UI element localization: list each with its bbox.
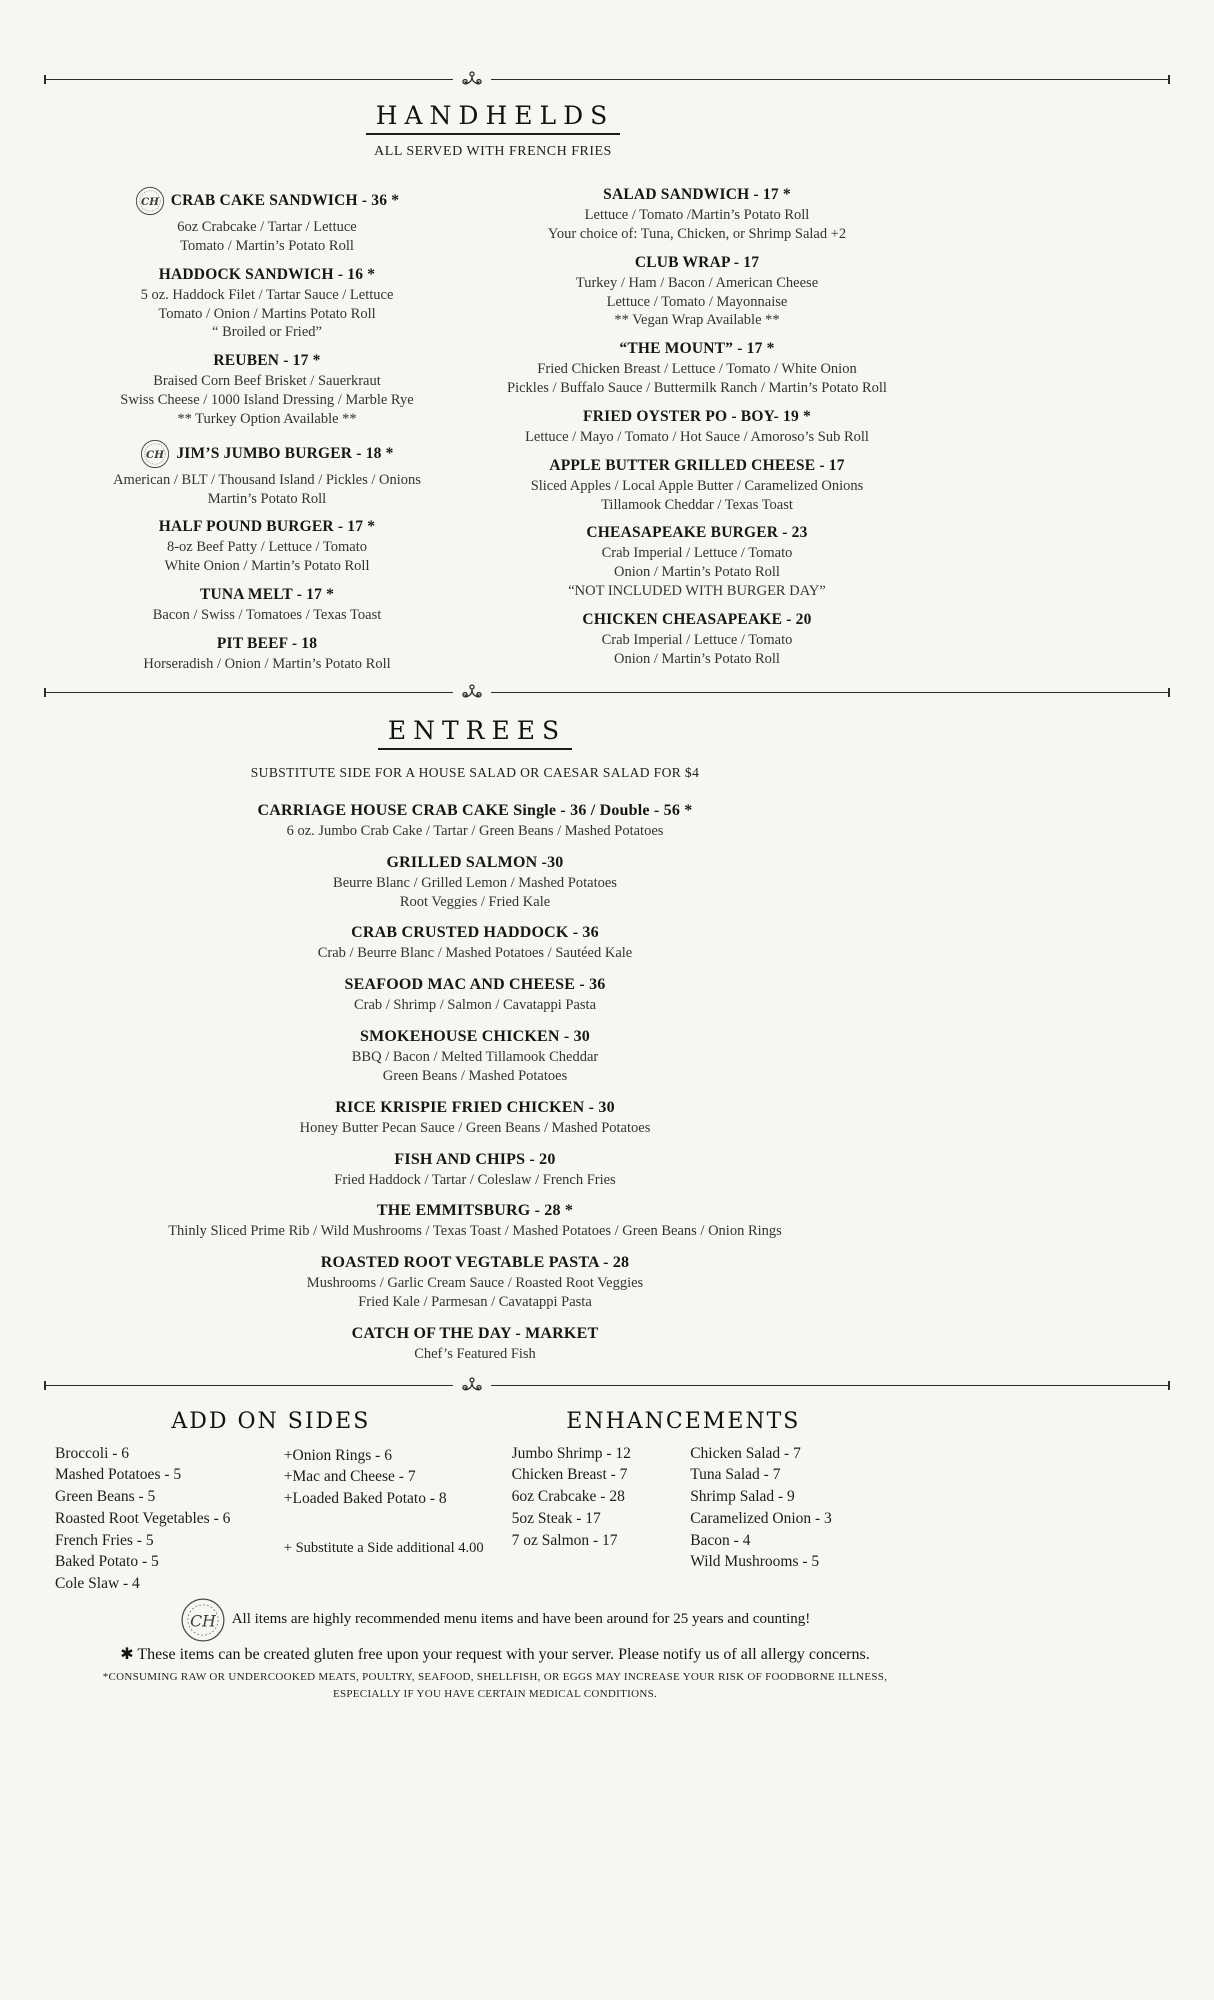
menu-item-name: RICE KRISPIE FRIED CHICKEN - 30 xyxy=(335,1098,615,1116)
menu-item-description xyxy=(53,1048,897,1086)
menu-item-title-row xyxy=(52,186,482,216)
divider-line xyxy=(46,692,453,693)
menu-item xyxy=(482,524,912,601)
menu-item-title-row xyxy=(53,802,897,820)
menu-item xyxy=(482,186,912,244)
menu-item-name: CHEASAPEAKE BURGER - 23 xyxy=(586,524,808,542)
menu-item-name: THE EMMITSBURG - 28 * xyxy=(376,1202,574,1220)
svg-text:CH: CH xyxy=(189,1610,216,1630)
menu-item xyxy=(482,611,912,669)
menu-item-description-line: Sliced Apples / Local Apple Butter / Caramelized Onions xyxy=(530,477,864,494)
menu-item-description-line: Crab Imperial / Lettuce / Tomato xyxy=(601,631,793,648)
menu-item-description-line: Lettuce / Tomato /Martin’s Potato Roll xyxy=(584,207,810,223)
menu-item-name: JIM’S JUMBO BURGER - 18 * xyxy=(176,444,394,462)
menu-item-description-line: Chef’s Featured Fish xyxy=(414,1345,536,1362)
divider-ornament-icon xyxy=(460,1377,484,1394)
section-divider xyxy=(44,1377,1170,1395)
menu-item-description-line: Onion / Martin’s Potato Roll xyxy=(614,564,780,581)
menu-item-name: PIT BEEF - 18 xyxy=(216,634,318,652)
menu-item-description xyxy=(52,538,482,576)
menu-item xyxy=(52,635,482,674)
side-item: +Loaded Baked Potato - 8 xyxy=(283,1490,447,1508)
side-item: Broccoli - 6 xyxy=(55,1444,130,1462)
menu-item-title-row xyxy=(53,1028,897,1046)
divider-line xyxy=(46,79,453,80)
section-enhancements xyxy=(512,1409,855,1595)
side-item: Roasted Root Vegetables - 6 xyxy=(55,1509,231,1527)
menu-item-description xyxy=(482,428,912,447)
menu-item-description-line: Braised Corn Beef Brisket / Sauerkraut xyxy=(153,373,381,390)
menu-item-title-row xyxy=(482,457,912,475)
substitute-side-note: + Substitute a Side additional 4.00 xyxy=(283,1539,484,1556)
enhancement-item: 5oz Steak - 17 xyxy=(511,1509,601,1527)
menu-item-name: SEAFOOD MAC AND CHEESE - 36 xyxy=(344,976,606,994)
menu-item-description-line: Tomato / Martin’s Potato Roll xyxy=(180,237,354,254)
menu-item-name: REUBEN - 17 * xyxy=(213,352,321,370)
carriage-house-logo-icon xyxy=(180,1597,226,1643)
menu-item-description-line: American / BLT / Thousand Island / Pickles / Onions xyxy=(113,471,421,488)
menu-item-title-row xyxy=(482,611,912,629)
menu-item-name: CRAB CRUSTED HADDOCK - 36 xyxy=(351,924,599,942)
menu-item xyxy=(482,408,912,447)
handhelds-title: HANDHELDS xyxy=(366,101,621,135)
menu-item-description-line: Martin’s Potato Roll xyxy=(207,490,327,507)
menu-item-description-line: Horseradish / Onion / Martin’s Potato Roll xyxy=(143,655,391,672)
footer xyxy=(45,1597,945,1703)
menu-item xyxy=(482,457,912,515)
handhelds-right-column xyxy=(482,186,912,684)
menu-item-name: FISH AND CHIPS - 20 xyxy=(394,1150,556,1168)
menu-item xyxy=(53,976,897,1015)
menu-item-name: CARRIAGE HOUSE CRAB CAKE Single - 36 / Double - 56 * xyxy=(257,801,693,819)
menu-item xyxy=(482,254,912,331)
menu-item-description-line: Fried Kale / Parmesan / Cavatappi Pasta xyxy=(358,1294,592,1311)
menu-item-title-row xyxy=(53,1202,897,1220)
menu-item-name: HADDOCK SANDWICH - 16 * xyxy=(158,265,376,283)
menu-item-title-row xyxy=(482,254,912,272)
menu-item-title-row xyxy=(52,352,482,370)
menu-item-description xyxy=(482,206,912,244)
menu-item-description xyxy=(53,822,897,841)
menu-item-name: HALF POUND BURGER - 17 * xyxy=(158,518,376,536)
divider-ornament-icon xyxy=(460,684,484,701)
menu-item-description xyxy=(53,1274,897,1312)
side-item: +Mac and Cheese - 7 xyxy=(283,1468,416,1486)
menu-item-title-row xyxy=(482,186,912,204)
menu-item-title-row xyxy=(52,266,482,284)
menu-item xyxy=(482,340,912,398)
menu-item-description xyxy=(482,477,912,515)
menu-item-description xyxy=(53,1345,897,1364)
menu-item-name: CLUB WRAP - 17 xyxy=(634,253,760,271)
bottom-sections xyxy=(55,1409,855,1595)
section-divider xyxy=(44,70,1170,88)
menu-item-description-line: Pickles / Buffalo Sauce / Buttermilk Ranch / Martin’s Potato Roll xyxy=(507,380,887,397)
menu-item-name: SMOKEHOUSE CHICKEN - 30 xyxy=(360,1028,590,1046)
menu-item xyxy=(52,518,482,576)
enhancement-item: Chicken Breast - 7 xyxy=(511,1466,628,1484)
menu-item-name: CRAB CAKE SANDWICH - 36 * xyxy=(170,192,400,209)
menu-item xyxy=(52,586,482,625)
menu-item-description xyxy=(52,372,482,429)
consumer-advisory-line-1: *CONSUMING RAW OR UNDERCOOKED MEATS, POULTRY, SEAFOOD, SHELLFISH, OR EGGS MAY INCREASE YOUR RISK OF FOODBORNE ILLNESS, xyxy=(102,1670,888,1683)
menu-item-title-row xyxy=(482,408,912,426)
menu-item-title-row xyxy=(53,1099,897,1117)
menu-item xyxy=(52,186,482,256)
menu-item-description-line: Green Beans / Mashed Potatoes xyxy=(382,1067,568,1084)
menu-item-name: ROASTED ROOT VEGTABLE PASTA - 28 xyxy=(320,1254,630,1272)
gluten-free-note: ✱ These items can be created gluten free upon your request with your server. Please notify us of all allergy concerns. xyxy=(120,1645,870,1663)
enhancements-column-2 xyxy=(690,1443,855,1573)
menu-item-description xyxy=(53,944,897,963)
top-margin xyxy=(0,0,1214,70)
divider-endcap xyxy=(1168,75,1170,84)
menu-item-description xyxy=(52,218,482,256)
side-item: Baked Potato - 5 xyxy=(55,1553,159,1571)
divider-endcap xyxy=(1168,1381,1170,1390)
enhancements-column-1 xyxy=(512,1443,691,1573)
menu-item-title-row xyxy=(482,340,912,358)
menu-item-description-line: Lettuce / Mayo / Tomato / Hot Sauce / Amoroso’s Sub Roll xyxy=(525,428,869,445)
side-item: French Fries - 5 xyxy=(55,1531,154,1549)
divider-line xyxy=(491,79,1169,80)
menu-item-description-line: ** Turkey Option Available ** xyxy=(177,410,357,427)
menu-item-title-row xyxy=(52,439,482,469)
footer-recommendation-text: All items are highly recommended menu items and have been around for 25 years and counting! xyxy=(231,1611,811,1628)
menu-item xyxy=(53,1325,897,1364)
divider-line xyxy=(46,1385,453,1386)
menu-item-description xyxy=(482,360,912,398)
entrees-title: ENTREES xyxy=(378,716,572,750)
menu-item-name: CATCH OF THE DAY - MARKET xyxy=(351,1324,599,1342)
menu-item-title-row xyxy=(52,586,482,604)
enhancement-item: 6oz Crabcake - 28 xyxy=(511,1488,625,1506)
menu-item-description-line: Lettuce / Tomato / Mayonnaise xyxy=(606,293,788,310)
sides-column-1 xyxy=(55,1443,284,1595)
entrees-list xyxy=(53,802,897,1364)
menu-item xyxy=(53,854,897,912)
menu-item-title-row xyxy=(53,854,897,872)
menu-item-description xyxy=(482,631,912,669)
menu-item-description-line: 6 oz. Jumbo Crab Cake / Tartar / Green Beans / Mashed Potatoes xyxy=(286,822,664,839)
svg-text:CH: CH xyxy=(146,448,165,461)
divider-line xyxy=(491,1385,1169,1386)
entrees-subtitle: SUBSTITUTE SIDE FOR A HOUSE SALAD OR CAESAR SALAD FOR $4 xyxy=(250,764,700,780)
sides-premium-list xyxy=(284,1445,487,1510)
enhancement-item: Tuna Salad - 7 xyxy=(690,1466,781,1484)
menu-item-name: CHICKEN CHEASAPEAKE - 20 xyxy=(582,610,812,628)
menu-item-name: SALAD SANDWICH - 17 * xyxy=(603,186,791,203)
menu-item xyxy=(53,1202,897,1241)
menu-item-description-line: Onion / Martin’s Potato Roll xyxy=(614,650,780,667)
menu-item xyxy=(53,1028,897,1086)
menu-item xyxy=(52,266,482,343)
menu-item xyxy=(52,352,482,429)
enhancements-title: ENHANCEMENTS xyxy=(566,1408,801,1434)
menu-item-description xyxy=(53,996,897,1015)
menu-item-description-line: Root Veggies / Fried Kale xyxy=(399,893,551,910)
divider-ornament-icon xyxy=(460,71,484,88)
consumer-advisory xyxy=(45,1669,945,1703)
menu-item-description-line: Honey Butter Pecan Sauce / Green Beans / Mashed Potatoes xyxy=(299,1119,651,1136)
menu-item-description-line: Bacon / Swiss / Tomatoes / Texas Toast xyxy=(152,607,382,624)
menu-item-description-line: Fried Chicken Breast / Lettuce / Tomato / White Onion xyxy=(537,361,857,378)
menu-item-description-line: ** Vegan Wrap Available ** xyxy=(614,312,780,329)
carriage-house-logo-icon xyxy=(135,186,165,216)
side-item: Mashed Potatoes - 5 xyxy=(55,1466,182,1484)
side-item: Cole Slaw - 4 xyxy=(55,1574,140,1592)
menu-item-title-row xyxy=(53,1325,897,1343)
menu-item-description xyxy=(52,286,482,343)
section-add-on-sides xyxy=(55,1409,487,1595)
enhancement-item: 7 oz Salmon - 17 xyxy=(511,1531,618,1549)
menu-item-title-row xyxy=(53,976,897,994)
menu-item-name: APPLE BUTTER GRILLED CHEESE - 17 xyxy=(549,456,845,474)
menu-item-description-line: Crab / Beurre Blanc / Mashed Potatoes / Sautéed Kale xyxy=(317,945,633,962)
menu-item-description xyxy=(52,655,482,674)
menu-item-description xyxy=(53,1119,897,1138)
menu-item xyxy=(53,802,897,841)
footer-recommendation-row xyxy=(45,1597,945,1643)
menu-item-description xyxy=(482,274,912,331)
section-entrees xyxy=(53,716,897,1364)
handhelds-columns xyxy=(52,186,912,684)
side-item: +Onion Rings - 6 xyxy=(283,1446,392,1464)
handhelds-subtitle: ALL SERVED WITH FRENCH FRIES xyxy=(374,144,612,159)
enhancement-item: Bacon - 4 xyxy=(690,1531,751,1549)
menu-item-description xyxy=(482,544,912,601)
menu-item xyxy=(53,1099,897,1138)
enhancement-item: Caramelized Onion - 3 xyxy=(690,1509,832,1527)
menu-item-title-row xyxy=(52,518,482,536)
menu-item-description-line: Your choice of: Tuna, Chicken, or Shrimp Salad +2 xyxy=(547,225,847,242)
menu-item-title-row xyxy=(53,1151,897,1169)
divider-endcap xyxy=(1168,688,1170,697)
section-handhelds xyxy=(0,101,1214,684)
menu-item xyxy=(52,439,482,509)
divider-line xyxy=(491,692,1169,693)
menu-item-name: GRILLED SALMON -30 xyxy=(386,853,564,871)
menu-item xyxy=(53,1151,897,1190)
menu-item-name: “THE MOUNT” - 17 * xyxy=(619,340,775,358)
menu-item-title-row xyxy=(53,1254,897,1272)
carriage-house-logo-icon xyxy=(140,439,170,469)
menu-item-description-line: Beurre Blanc / Grilled Lemon / Mashed Potatoes xyxy=(333,874,617,891)
menu-item-description xyxy=(52,471,482,509)
menu-item-description-line: Fried Haddock / Tartar / Coleslaw / French Fries xyxy=(334,1171,616,1188)
menu-item-description-line: BBQ / Bacon / Melted Tillamook Cheddar xyxy=(351,1049,599,1066)
menu-item-description xyxy=(53,874,897,912)
menu-item-description xyxy=(52,606,482,625)
menu-item-description-line: Swiss Cheese / 1000 Island Dressing / Marble Rye xyxy=(120,392,414,409)
section-divider xyxy=(44,684,1170,702)
menu-item-name: TUNA MELT - 17 * xyxy=(199,586,335,604)
menu-item-description-line: Turkey / Ham / Bacon / American Cheese xyxy=(575,274,819,291)
handhelds-left-column xyxy=(52,186,482,684)
sides-column-2 xyxy=(284,1443,487,1595)
menu-item-description-line: 8-oz Beef Patty / Lettuce / Tomato xyxy=(166,539,368,556)
enhancement-item: Chicken Salad - 7 xyxy=(690,1444,801,1462)
menu-item-name: FRIED OYSTER PO - BOY- 19 * xyxy=(583,407,811,425)
menu-item-description-line: Crab / Shrimp / Salmon / Cavatappi Pasta xyxy=(353,997,597,1014)
menu-item-description-line: White Onion / Martin’s Potato Roll xyxy=(164,558,370,575)
menu-item-title-row xyxy=(53,924,897,942)
menu-item-description-line: Tillamook Cheddar / Texas Toast xyxy=(601,496,793,513)
enhancement-item: Shrimp Salad - 9 xyxy=(690,1488,795,1506)
menu-item-description-line: 5 oz. Haddock Filet / Tartar Sauce / Lettuce xyxy=(140,286,394,303)
menu-item-description-line: Thinly Sliced Prime Rib / Wild Mushrooms / Texas Toast / Mashed Potatoes / Green Beans / Onion Rings xyxy=(168,1223,782,1240)
side-item: Green Beans - 5 xyxy=(55,1488,156,1506)
consumer-advisory-line-2: ESPECIALLY IF YOU HAVE CERTAIN MEDICAL CONDITIONS. xyxy=(332,1687,658,1700)
enhancement-item: Wild Mushrooms - 5 xyxy=(690,1553,820,1571)
menu-item-description-line: “ Broiled or Fried” xyxy=(212,324,322,341)
menu-item-description xyxy=(53,1222,897,1241)
menu-item-description-line: 6oz Crabcake / Tartar / Lettuce xyxy=(177,219,357,235)
menu-item xyxy=(53,924,897,963)
svg-text:CH: CH xyxy=(140,196,159,209)
menu-item-title-row xyxy=(482,524,912,542)
menu-item-description-line: Tomato / Onion / Martins Potato Roll xyxy=(158,305,376,322)
menu-item-description-line: Crab Imperial / Lettuce / Tomato xyxy=(601,545,793,562)
menu-item-description xyxy=(53,1171,897,1190)
enhancement-item: Jumbo Shrimp - 12 xyxy=(511,1444,631,1462)
menu-item xyxy=(53,1254,897,1312)
menu-item-title-row xyxy=(52,635,482,653)
menu-item-description-line: Mushrooms / Garlic Cream Sauce / Roasted Root Veggies xyxy=(306,1275,644,1292)
menu-item-description-line: “NOT INCLUDED WITH BURGER DAY” xyxy=(568,583,826,600)
sides-title: ADD ON SIDES xyxy=(171,1408,371,1434)
